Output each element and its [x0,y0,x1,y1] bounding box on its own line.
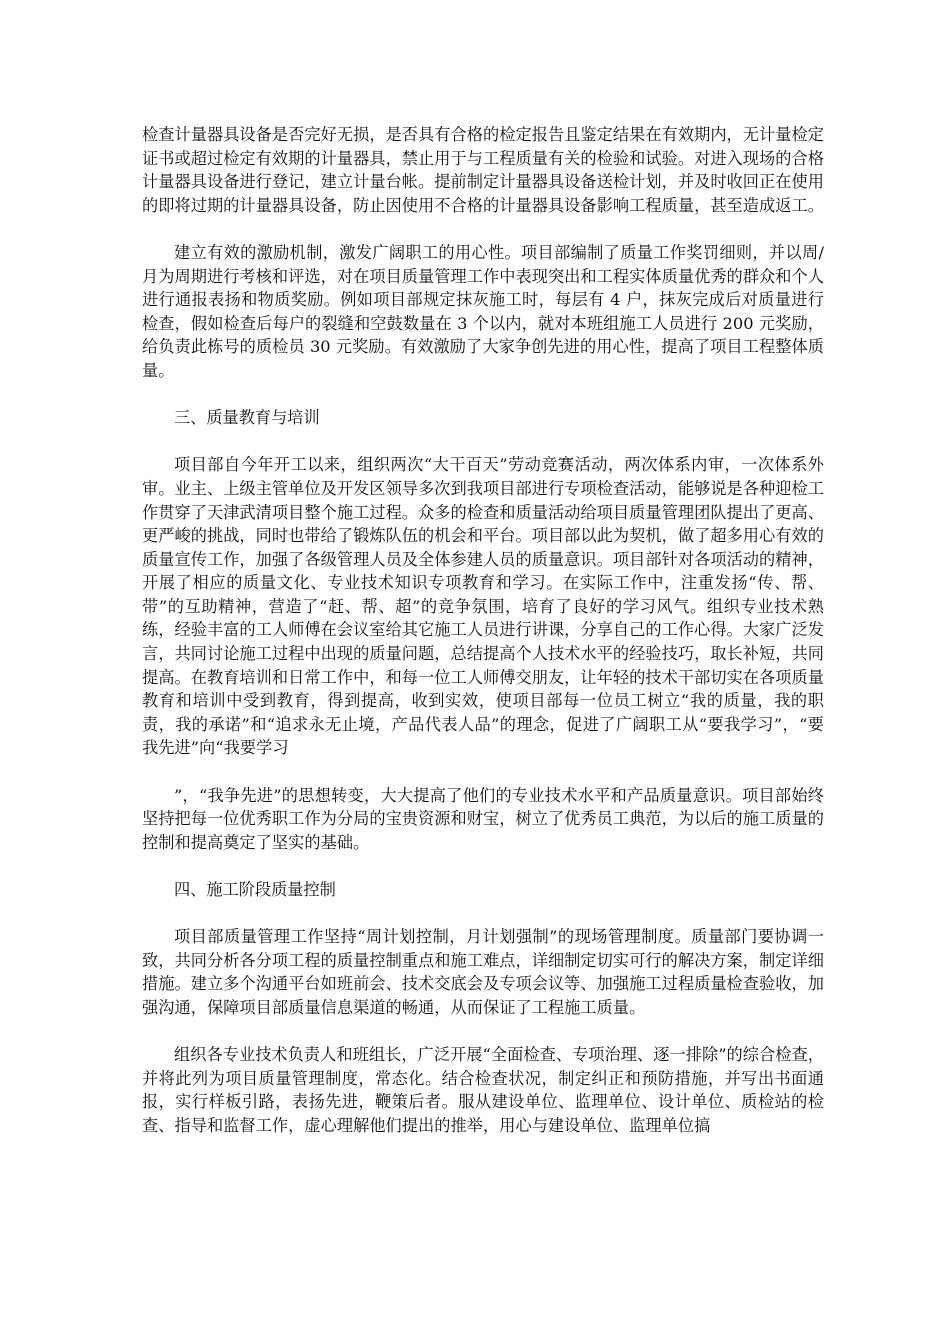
paragraph-training-continued: ”，“我争先进”的思想转变，大大提高了他们的专业技术水平和产品质量意识。项目部始终坚持把每一位优秀职工作为分局的宝贵资源和财宝，树立了优秀员工典范，为以后的施工质量的控制和提高奠定了坚实的基础。 [142,785,824,852]
section-heading-quality-training: 三、质量教育与培训 [174,408,320,428]
paragraph-quality-training: 项目部自今年开工以来，组织两次“大干百天”劳动竞赛活动，两次体系内审，一次体系外审。业主、上级主管单位及开发区领导多次到我项目部进行专项检查活动，能够说是各种迎检工作贯穿了天津武清项目整个施工过程。众多的检查和质量活动给项目质量管理团队提出了更高、更严峻的挑战，同时也带给了锻炼队伍的机会和平台。项目部以此为契机，做了超多用心有效的质量宣传工作，加强了各级管理人员及全体参建人员的质量意识。项目部针对各项活动的精神，开展了相应的质量文化、专业技术知识专项教育和学习。在实际工作中，注重发扬“传、帮、带”的互助精神，营造了“赶、帮、超”的竞争氛围，培育了良好的学习风气。组织专业技术熟练，经验丰富的工人师傅在会议室给其它施工人员进行讲课，分享自己的工作心得。大家广泛发言，共同讨论施工过程中出现的质量问题，总结提高个人技术水平的经验技巧，取长补短，共同提高。在教育培训和日常工作中，和每一位工人师傅交朋友，让年轻的技术干部切实在各项质量教育和培训中受到教育，得到提高，收到实效，使项目部每一位员工树立“我的质量，我的职责，我的承诺”和“追求永无止境，产品代表人品”的理念，促进了广阔职工从“要我学习”，“要我先进”向“我要学习 [142,455,824,758]
document-body [142,123,824,1138]
paragraph-inspection: 组织各专业技术负责人和班组长，广泛开展“全面检查、专项治理、逐一排除”的综合检查，并将此列为项目质量管理制度，常态化。结合检查状况，制定纠正和预防措施，并写出书面通报，实行样板引路，表扬先进，鞭策后者。服从建设单位、监理单位、设计单位、质检站的检查、指导和监督工作，虚心理解他们提出的推举，用心与建设单位、监理单位搞 [142,1045,824,1135]
paragraph-incentive-mechanism: 建立有效的激励机制，激发广阔职工的用心性。项目部编制了质量工作奖罚细则，并以周/月为周期进行考核和评选，对在项目质量管理工作中表现突出和工程实体质量优秀的群众和个人进行通报表扬和物质奖励。例如项目部规定抹灰施工时，每层有 4 户，抹灰完成后对质量进行检查，假如检查后每户的裂缝和空鼓数量在 3 个以内，就对本班组施工人员进行 200 元奖励，给负责此栋号的质检员 30 元奖励。有效激励了大家争创先进的用心性，提高了项目工程整体质量。 [142,242,824,380]
section-heading-construction-control: 四、施工阶段质量控制 [174,880,336,899]
paragraph-management-system: 项目部质量管理工作坚持“周计划控制，月计划强制”的现场管理制度。质量部门要协调一致，共同分析各分项工程的质量控制重点和施工难点，详细制定切实可行的解决方案，制定详细措施。建立多个沟通平台如班前会、技术交底会及专项会议等、加强施工过程质量检查验收，加强沟通，保障项目部质量信息渠道的畅通，从而保证了工程施工质量。 [142,927,824,1017]
paragraph-metering-equipment: 检查计量器具设备是否完好无损，是否具有合格的检定报告且鉴定结果在有效期内，无计量检定证书或超过检定有效期的计量器具，禁止用于与工程质量有关的检验和试验。对进入现场的合格计量器具设备进行登记，建立计量台帐。提前制定计量器具设备送检计划，并及时收回正在使用的即将过期的计量器具设备，防止因使用不合格的计量器具设备影响工程质量，甚至造成返工。 [142,125,824,215]
